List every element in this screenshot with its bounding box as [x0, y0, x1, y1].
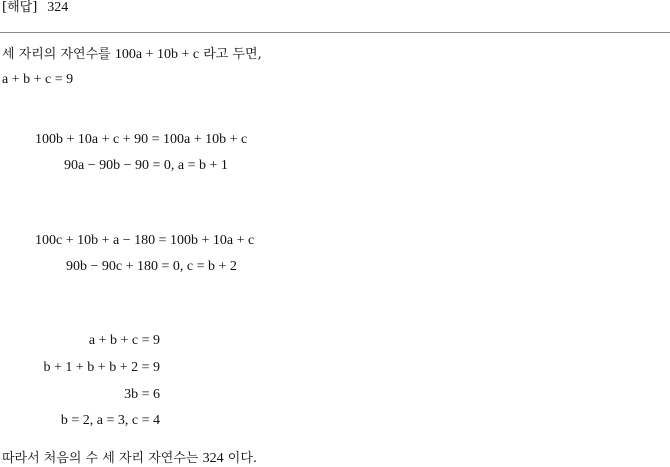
system-equation-3: 3b = 6: [124, 387, 160, 402]
conclusion-number: 324: [202, 451, 224, 466]
intro-prefix: 세 자리의 자연수를: [2, 47, 111, 62]
header-divider: [0, 32, 670, 33]
step2-equation-1: 100c + 10b + a − 180 = 100b + 10a + c: [35, 233, 255, 248]
answer-header: [2, 0, 68, 16]
system-equation-2: b + 1 + b + b + 2 = 9: [43, 360, 160, 375]
condition-equation: a + b + c = 9: [2, 72, 74, 87]
intro-expression: 100a + 10b + c: [114, 47, 200, 62]
step2-equation-2: 90b − 90c + 180 = 0, c = b + 2: [66, 259, 237, 274]
answer-label: [해답]: [2, 0, 38, 15]
conclusion-line: [2, 451, 257, 467]
intro-line: [2, 47, 262, 63]
conclusion-suffix: 이다.: [227, 451, 258, 466]
conclusion-prefix: 따라서 처음의 수 세 자리 자연수는: [2, 451, 199, 466]
system-equation-4: b = 2, a = 3, c = 4: [60, 413, 160, 428]
intro-suffix: 라고 두면,: [203, 47, 262, 62]
step1-equation-1: 100b + 10a + c + 90 = 100a + 10b + c: [35, 132, 248, 147]
answer-value: 324: [47, 0, 69, 15]
system-equation-1: a + b + c = 9: [88, 333, 160, 348]
step1-equation-2: 90a − 90b − 90 = 0, a = b + 1: [64, 158, 228, 173]
